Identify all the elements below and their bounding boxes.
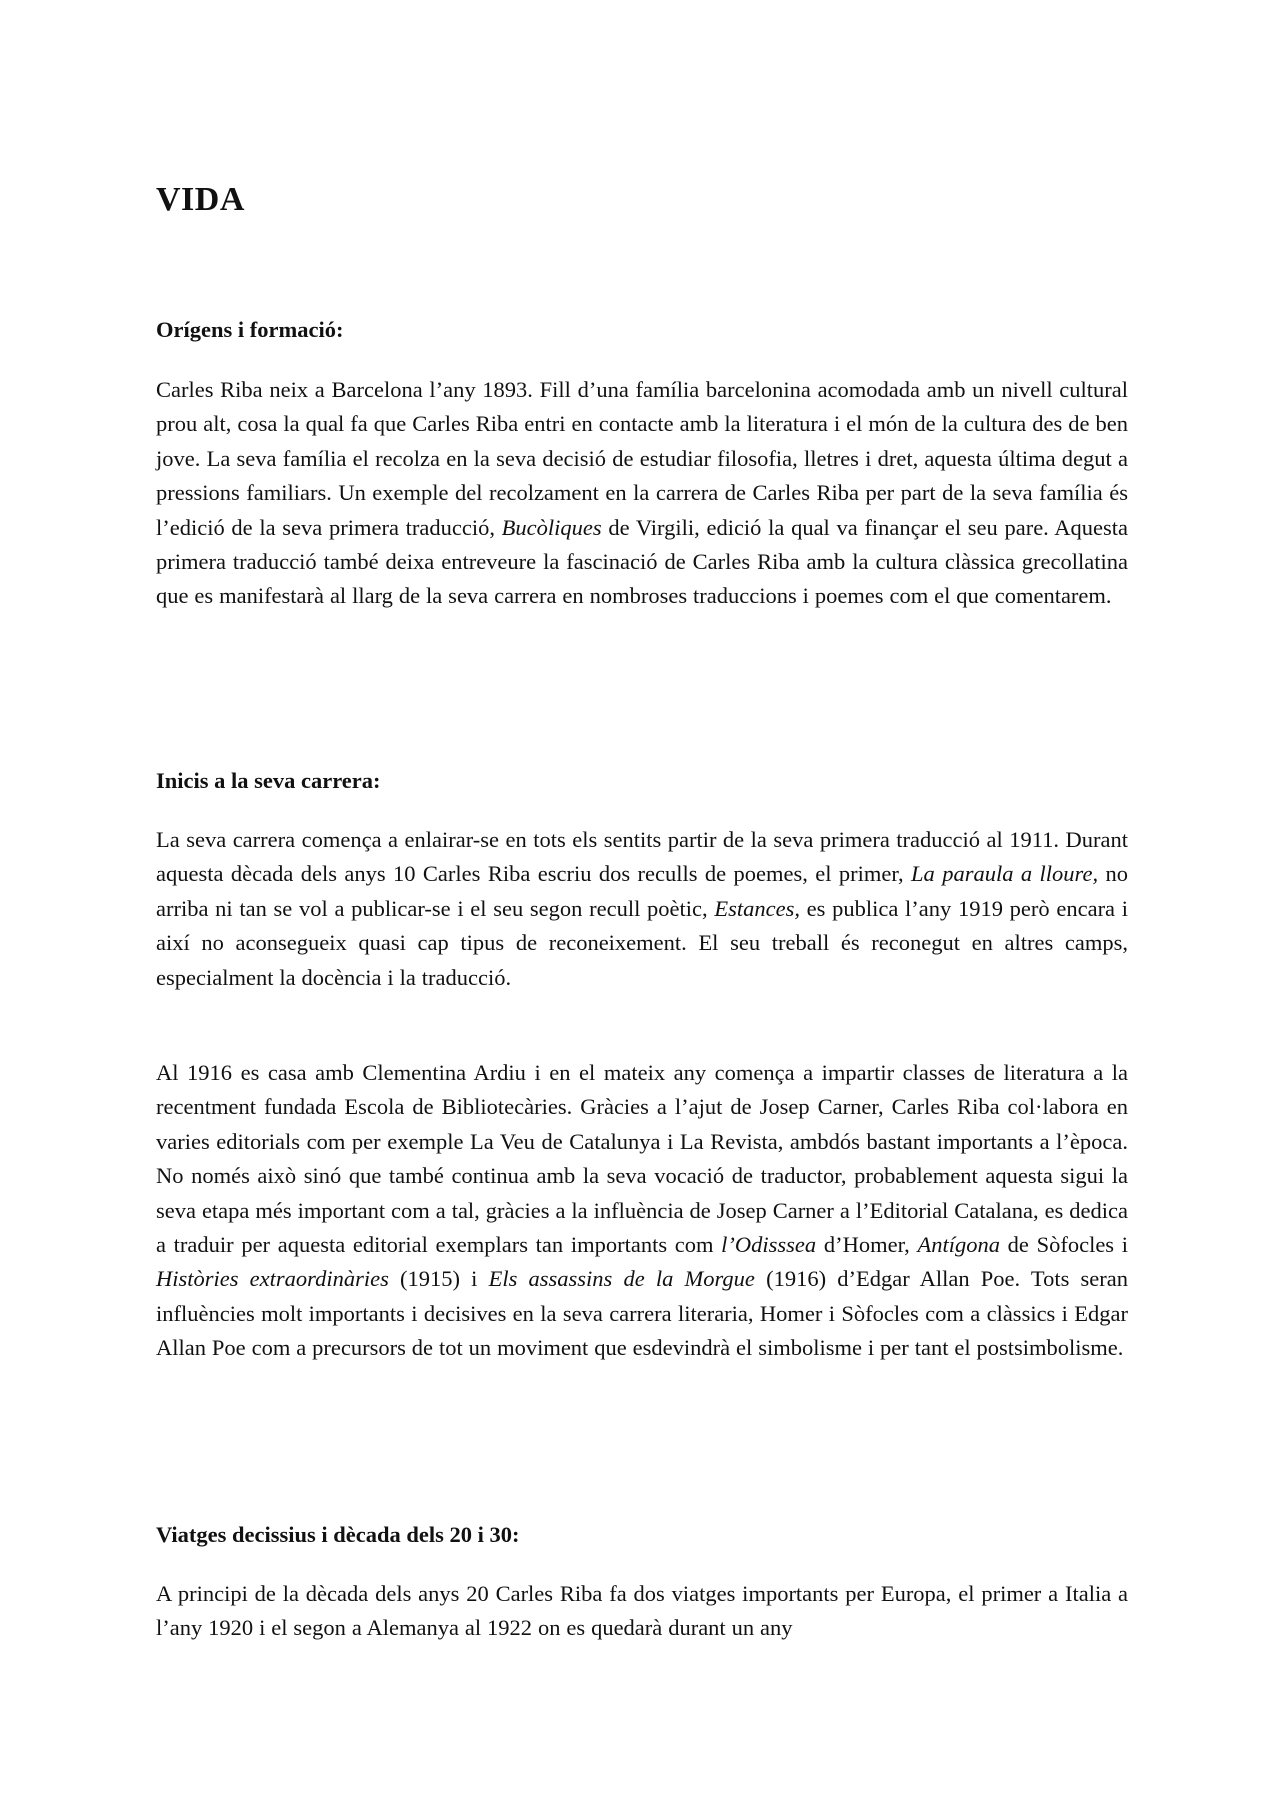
paragraph-viatges: A principi de la dècada dels anys 20 Carles Riba fa dos viatges importants per Europa, el primer a Italia a l’any 1920 i el segon a Alemanya al 1922 on es quedarà durant un any bbox=[156, 1581, 1128, 1641]
section-heading-origens: Orígens i formació: bbox=[156, 317, 344, 342]
section-heading-viatges: Viatges decissius i dècada dels 20 i 30: bbox=[156, 1522, 520, 1547]
page-title: VIDA bbox=[156, 181, 245, 218]
paragraph-origens: Carles Riba neix a Barcelona l’any 1893. Fill d’una família barcelonina acomodada amb un nivell cultural prou alt, cosa la qual fa que Carles Riba entri en contacte amb la literatura i el món de la cultura des de ben jove. La seva família el recolza en la seva decisió de estudiar filosofia, lletres i dret, aquesta última degut a pressions familiars. Un exemple del recolzament en la carrera de Carles Riba per part de la seva família és l’edició de la seva primera traducció, Bucòliques de Virgili, edició la qual va finançar el seu pare. Aquesta primera traducció també deixa entreveure la fascinació de Carles Riba amb la cultura clàssica grecollatina que es manifestarà al llarg de la seva carrera en nombroses traduccions i poemes com el que comentarem. bbox=[156, 377, 1129, 609]
paragraph-inicis-2: Al 1916 es casa amb Clementina Ardiu i en el mateix any comença a impartir classes de literatura a la recentment fundada Escola de Bibliotecàries. Gràcies a l’ajut de Josep Carner, Carles Riba col·labora en varies editorials com per exemple La Veu de Catalunya i La Revista, ambdós bastant importants a l’època. No només això sinó que també continua amb la seva vocació de traductor, probablement aquesta sigui la seva etapa més important com a tal, gràcies a la influència de Josep Carner a l’Editorial Catalana, es dedica a traduir per aquesta editorial exemplars tan importants com l’Odisssea d’Homer, Antígona de Sòfocles i Històries extraordinàries (1915) i Els assassins de la Morgue (1916) d’Edgar Allan Poe. Tots seran influències molt importants i decisives en la seva carrera literaria, Homer i Sòfocles com a clàssics i Edgar Allan Poe com a precursors de tot un moviment que esdevindrà el simbolisme i per tant el postsimbolisme. bbox=[156, 1060, 1128, 1361]
section-heading-inicis: Inicis a la seva carrera: bbox=[156, 768, 381, 793]
paragraph-inicis-1: La seva carrera comença a enlairar-se en tots els sentits partir de la seva primera traducció al 1911. Durant aquesta dècada dels anys 10 Carles Riba escriu dos reculls de poemes, el primer, La paraula a lloure, no arriba ni tan se vol a publicar-se i el seu segon recull poètic, Estances, es publica l’any 1919 però encara i així no aconsegueix quasi cap tipus de reconeixement. El seu treball és reconegut en altres camps, especialment la docència i la traducció. bbox=[156, 827, 1128, 990]
